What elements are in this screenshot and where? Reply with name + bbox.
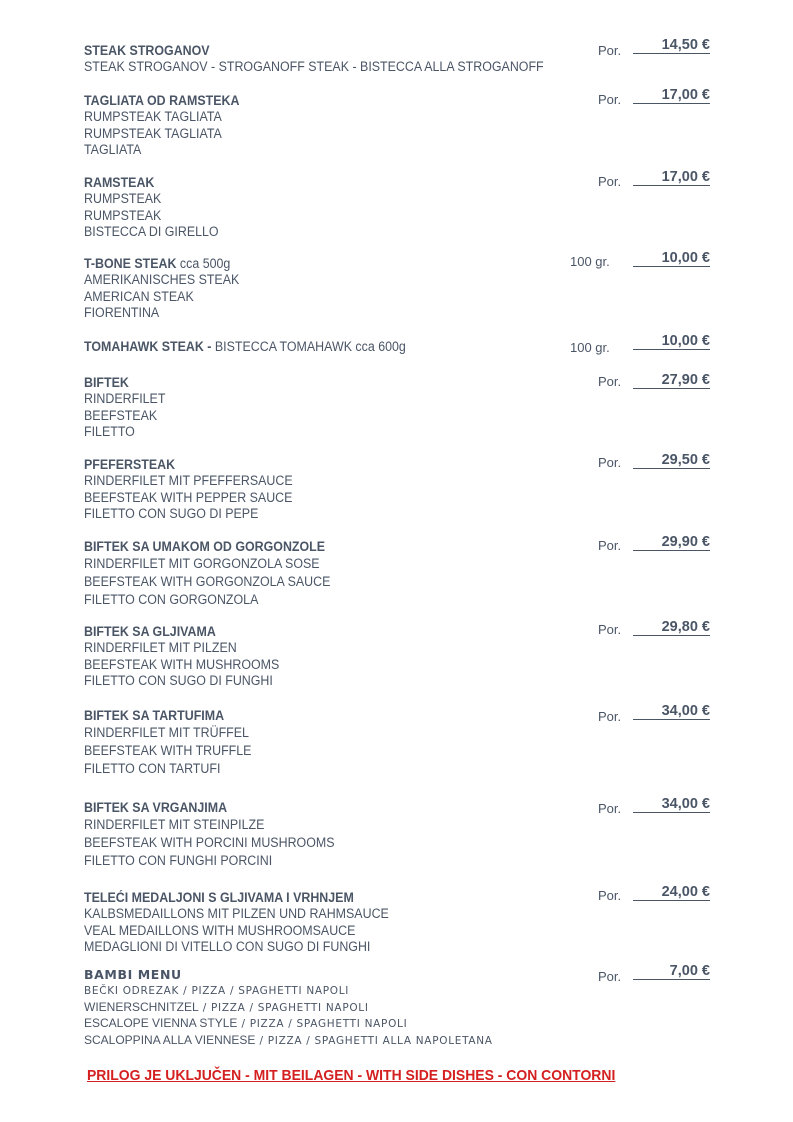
item-description: RINDERFILET MIT STEINPILZE	[84, 817, 265, 832]
item-unit: Por.	[598, 374, 622, 389]
menu-item-steak-stroganov	[84, 43, 724, 76]
bambi-line-3b: / PIZZA / SPAGHETTI NAPOLI	[237, 1018, 408, 1030]
item-price: 7,00 €	[633, 964, 710, 980]
item-description: TAGLIATA	[84, 142, 142, 158]
menu-item-tomahawk-steak	[84, 339, 724, 355]
bambi-line-3a: ESCALOPE VIENNA STYLE	[84, 1016, 238, 1030]
item-description: BEEFSTEAK WITH MUSHROOMS	[84, 656, 280, 672]
side-dishes-notice: PRILOG JE UKLJUČEN - MIT BEILAGEN - WITH SIDE DISHES - CON CONTORNI	[87, 1067, 616, 1084]
item-description	[84, 983, 724, 1000]
item-description: STEAK STROGANOV - STROGANOFF STEAK - BISTECCA ALLA STROGANOFF	[84, 59, 544, 74]
item-description	[84, 1000, 724, 1017]
item-description: KALBSMEDAILLONS MIT PILZEN UND RAHMSAUCE	[84, 906, 389, 921]
item-title: BIFTEK SA VRGANJIMA	[84, 800, 228, 815]
item-description: RUMPSTEAK	[84, 191, 162, 206]
menu-item-t-bone-steak	[84, 256, 724, 322]
item-description: BISTECCA DI GIRELLO	[84, 224, 219, 240]
menu-item-biftek-vrganjima	[84, 800, 724, 869]
item-unit: 100 gr.	[570, 254, 610, 269]
item-unit: 100 gr.	[570, 340, 610, 355]
menu-item-teleci-medaljoni	[84, 890, 724, 956]
item-description: RUMPSTEAK	[84, 207, 162, 223]
item-description: AMERICAN STEAK	[84, 288, 194, 304]
item-title-main: T-BONE STEAK	[84, 256, 177, 271]
item-description: FILETTO CON FUNGHI PORCINI	[84, 852, 273, 868]
item-price: 17,00 €	[633, 170, 710, 186]
item-title: BIFTEK	[84, 375, 129, 390]
menu-item-bambi-menu	[84, 967, 724, 1049]
bambi-line-4a: SCALOPPINA ALLA VIENNESE	[84, 1032, 256, 1047]
item-unit: Por.	[598, 622, 622, 637]
item-unit: Por.	[598, 174, 622, 189]
menu-item-biftek-gljivama	[84, 624, 724, 690]
menu-item-tagliata	[84, 93, 724, 159]
item-price: 10,00 €	[633, 251, 710, 267]
item-description: FIORENTINA	[84, 305, 160, 321]
item-price: 34,00 €	[633, 797, 710, 813]
item-title: TELEĆI MEDALJONI S GLJIVAMA I VRHNJEM	[84, 890, 354, 905]
item-title: RAMSTEAK	[84, 175, 155, 190]
item-description: RINDERFILET	[84, 391, 166, 406]
item-price: 29,90 €	[633, 535, 710, 551]
item-unit: Por.	[598, 969, 622, 984]
item-description: AMERIKANISCHES STEAK	[84, 272, 240, 287]
item-description: RINDERFILET MIT PILZEN	[84, 640, 237, 655]
item-title: BAMBI MENU	[84, 967, 182, 982]
item-description: BEEFSTEAK WITH PEPPER SAUCE	[84, 489, 293, 505]
item-description: VEAL MEDAILLONS WITH MUSHROOMSAUCE	[84, 922, 356, 938]
item-description: FILETTO CON GORGONZOLA	[84, 591, 259, 607]
item-title-note: cca 500g	[176, 256, 231, 271]
item-price: 14,50 €	[633, 38, 710, 54]
item-title: BIFTEK SA TARTUFIMA	[84, 708, 225, 723]
item-description: FILETTO CON TARTUFI	[84, 760, 221, 776]
menu-item-biftek-gorgonzola	[84, 539, 724, 608]
item-description: BEEFSTEAK	[84, 407, 158, 423]
item-description: MEDAGLIONI DI VITELLO CON SUGO DI FUNGHI	[84, 939, 371, 955]
item-price: 17,00 €	[633, 88, 710, 104]
item-title: PFEFERSTEAK	[84, 457, 176, 472]
item-title: TAGLIATA OD RAMSTEKA	[84, 93, 240, 108]
item-description	[84, 1033, 724, 1050]
item-title: BIFTEK SA GLJIVAMA	[84, 624, 216, 639]
bambi-line-2b: / PIZZA / SPAGHETTI NAPOLI	[198, 1001, 369, 1014]
item-title-main: TOMAHAWK STEAK -	[84, 339, 212, 354]
item-description	[84, 1016, 724, 1033]
item-price: 10,00 €	[633, 334, 710, 350]
item-title: STEAK STROGANOV	[84, 43, 210, 58]
item-description: FILETTO CON SUGO DI FUNGHI	[84, 673, 273, 689]
item-price: 24,00 €	[633, 885, 710, 901]
item-description: RINDERFILET MIT GORGONZOLA SOSE	[84, 556, 320, 571]
item-unit: Por.	[598, 43, 622, 58]
bambi-line-4b: / PIZZA / SPAGHETTI ALLA NAPOLETANA	[255, 1034, 493, 1047]
item-title-note: BISTECCA TOMAHAWK cca 600g	[211, 339, 406, 354]
menu-item-ramsteak	[84, 175, 724, 241]
item-description: BEEFSTEAK WITH PORCINI MUSHROOMS	[84, 834, 335, 850]
bambi-line-2a: WIENERSCHNITZEL	[84, 999, 199, 1014]
menu-item-pfefersteak	[84, 457, 724, 523]
item-description: BEEFSTEAK WITH TRUFFLE	[84, 742, 252, 758]
item-unit: Por.	[598, 455, 622, 470]
item-price: 29,80 €	[633, 620, 710, 636]
item-unit: Por.	[598, 538, 622, 553]
menu-item-biftek	[84, 375, 724, 441]
item-description: RUMPSTEAK TAGLIATA	[84, 109, 222, 124]
item-description: FILETTO CON SUGO DI PEPE	[84, 506, 259, 522]
item-unit: Por.	[598, 888, 622, 903]
item-title: BIFTEK SA UMAKOM OD GORGONZOLE	[84, 539, 326, 554]
item-price: 34,00 €	[633, 704, 710, 720]
item-unit: Por.	[598, 801, 622, 816]
item-description: FILETTO	[84, 424, 135, 440]
item-price: 27,90 €	[633, 373, 710, 389]
item-description: BEEFSTEAK WITH GORGONZOLA SAUCE	[84, 573, 331, 589]
item-description: RINDERFILET MIT PFEFFERSAUCE	[84, 473, 293, 488]
item-price: 29,50 €	[633, 453, 710, 469]
item-description: RUMPSTEAK TAGLIATA	[84, 125, 222, 141]
item-unit: Por.	[598, 709, 622, 724]
item-unit: Por.	[598, 92, 622, 107]
bambi-line-1: BEČKI ODREZAK / PIZZA / SPAGHETTI NAPOLI	[84, 985, 350, 997]
menu-item-biftek-tartufima	[84, 708, 724, 777]
item-description: RINDERFILET MIT TRÜFFEL	[84, 725, 249, 740]
